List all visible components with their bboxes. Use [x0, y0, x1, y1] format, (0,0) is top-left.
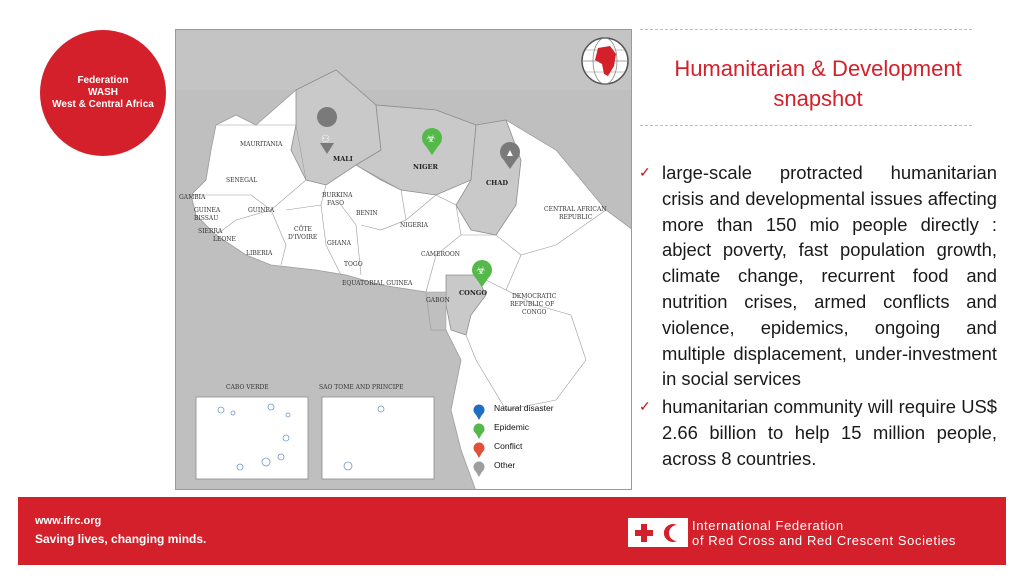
bullet-item [637, 160, 997, 392]
label-benin: BENIN [356, 210, 378, 217]
africa-globe-icon [580, 36, 630, 86]
page-title [640, 54, 996, 114]
page-title-line2: snapshot [773, 86, 863, 111]
svg-text:Epidemic: Epidemic [494, 422, 529, 432]
label-chad: CHAD [486, 179, 508, 187]
label-cote-2: D'IVOIRE [288, 234, 318, 241]
red-cross-icon [633, 522, 655, 544]
label-drc-2: REPUBLIC OF [510, 301, 555, 308]
ifrc-logo [628, 518, 688, 547]
label-guinea: GUINEA [248, 207, 275, 214]
badge-line-region: West & Central Africa [52, 99, 154, 110]
label-gambia: GAMBIA [179, 194, 206, 201]
label-nigeria: NIGERIA [400, 222, 429, 229]
label-niger: NIGER [413, 163, 438, 171]
footer-url-link[interactable]: www.ifrc.org [35, 515, 102, 527]
label-ghana: GHANA [327, 240, 351, 247]
ifrc-name-line1: International Federation [692, 518, 844, 533]
check-icon: ✓ [639, 398, 651, 415]
bullet-text: humanitarian community will require US$ 2.66 billion to help 15 million people, across 8 countries. [662, 396, 997, 469]
label-congo: CONGO [459, 289, 487, 297]
label-senegal: SENEGAL [226, 177, 258, 184]
svg-text:Conflict: Conflict [494, 441, 523, 451]
people-icon: ⚇ [321, 134, 330, 145]
label-togo: TOGO [344, 261, 363, 268]
label-cameroon: CAMEROON [421, 251, 461, 258]
label-cote-1: CÔTE [294, 226, 312, 233]
bullet-item [637, 394, 997, 471]
footer-slogan: Saving lives, changing minds. [35, 532, 207, 546]
label-car-1: CENTRAL AFRICAN [544, 206, 607, 213]
label-car-2: REPUBLIC [559, 214, 593, 221]
ifrc-name-line2: of Red Cross and Red Crescent Societies [692, 533, 957, 548]
label-gabon: GABON [426, 297, 450, 304]
biohazard-icon: ☣ [476, 265, 486, 277]
label-drc-1: DEMOCRATIC [512, 293, 557, 300]
badge-line-federation: Federation [77, 75, 129, 86]
biohazard-icon: ☣ [426, 133, 436, 145]
bullet-text: large-scale protracted humanitarian crisis and developmental issues affecting more than 150 mio people directly : abject poverty, fast population growth, climate change, recurrent food and nutrition crises, armed conflicts and violence, epidemics, ongoing and multiple displacement, under-investment in social services [662, 162, 997, 390]
label-sierra-leone-1: SIERRA [198, 228, 223, 235]
arrow-up-icon: ▲ [505, 148, 515, 159]
red-crescent-icon [662, 522, 684, 544]
label-burkina-2: FASO [327, 200, 345, 207]
west-central-africa-map [175, 29, 632, 490]
label-guinea-bissau-1: GUINEA [194, 207, 221, 214]
label-equatorial-guinea: EQUATORIAL GUINEA [342, 280, 413, 287]
svg-text:Other: Other [494, 460, 516, 470]
check-icon: ✓ [639, 164, 651, 180]
badge-line-wash: WASH [88, 87, 118, 98]
label-mauritania: MAURITANIA [240, 141, 283, 148]
map-svg [176, 30, 632, 490]
inset-label-cabo-verde: CABO VERDE [226, 384, 269, 391]
label-guinea-bissau-2: BISSAU [194, 215, 219, 222]
label-drc-3: CONGO [522, 309, 547, 316]
label-sierra-leone-2: LEONE [213, 236, 236, 243]
page-title-line1: Humanitarian & Development [674, 56, 962, 81]
title-divider-top [640, 29, 972, 30]
label-liberia: LIBERIA [246, 250, 273, 257]
title-divider-bottom [640, 125, 972, 126]
federation-badge [40, 30, 166, 156]
label-burkina-1: BURKINA [322, 192, 353, 199]
inset-label-sao-tome: SAO TOME AND PRINCIPE [319, 384, 404, 391]
ifrc-name [692, 518, 956, 548]
svg-text:Natural disaster: Natural disaster [494, 403, 554, 413]
footer-bar [18, 497, 1006, 565]
label-mali: MALI [333, 155, 353, 163]
snapshot-bullets [637, 160, 997, 474]
